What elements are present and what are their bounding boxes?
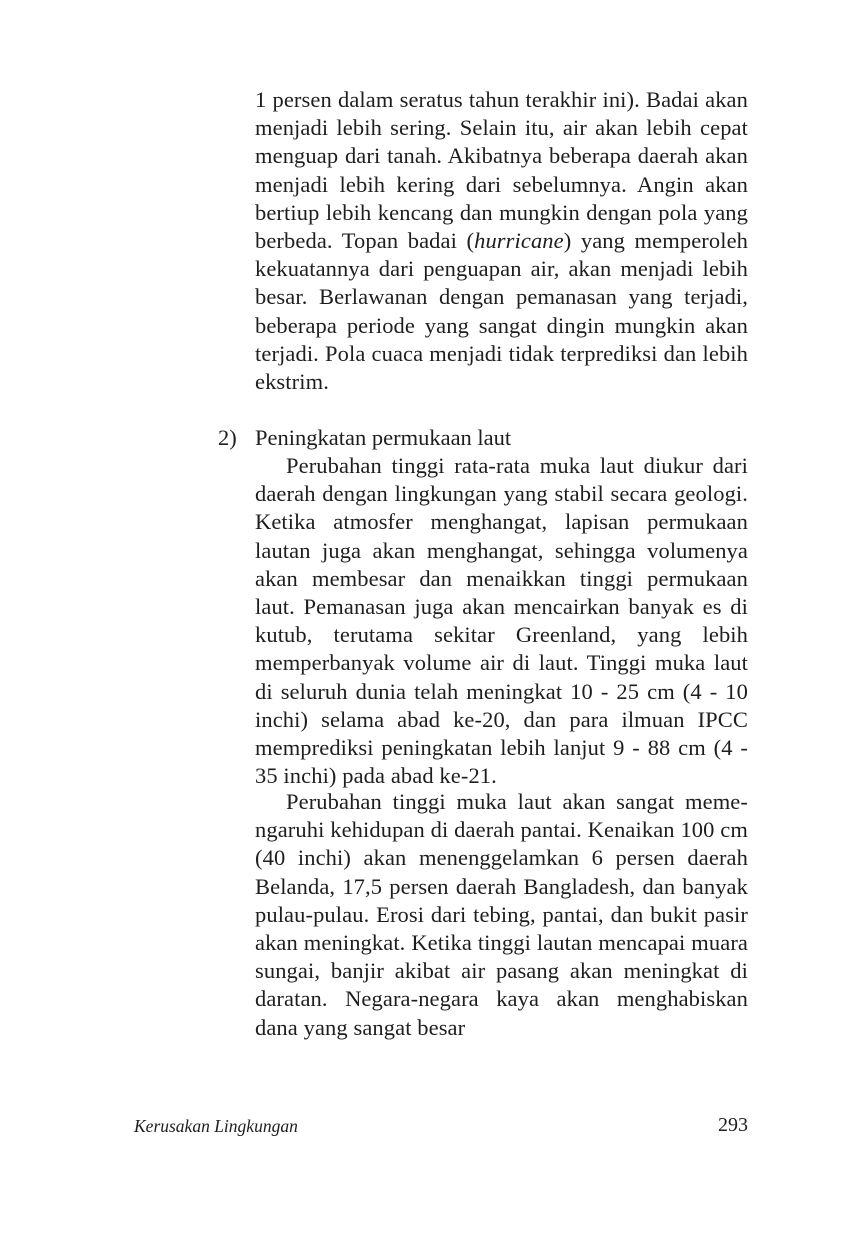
- paragraph-text: [255, 86, 748, 396]
- paragraph-coastal-impact: [255, 788, 748, 1042]
- text-before-italic: 1 persen dalam seratus tahun terakhir ini). Badai akan menjadi lebih sering. Selain itu, air akan lebih cepat menguap dari tanah. Akibatnya beberapa daerah akan menjadi lebih kering dari sebelumnya. Angin akan bertiup lebih kencang dan mungkin dengan pola yang berbeda. Topan badai (: [255, 87, 748, 254]
- text-after-italic: ) yang memperoleh kekuatannya dari penguapan air, akan menjadi lebih besar. Berlawanan dengan pemanasan yang terjadi, beberapa periode yang sangat dingin mungkin akan terjadi. Pola cuaca menjadi tidak terprediksi dan lebih ekstrim.: [255, 228, 749, 395]
- paragraph-climate-effects: [255, 86, 748, 396]
- section-heading: Peningkatan permukaan laut: [255, 425, 512, 450]
- italic-term: hurricane: [474, 228, 564, 254]
- running-title: Kerusakan Lingkungan: [134, 1116, 298, 1136]
- page-number: 293: [718, 1114, 748, 1136]
- paragraph-text: Perubahan tinggi rata-rata muka laut diukur dari daerah dengan lingkungan yang stabil secara geologi. Ketika atmosfer menghangat, lapisan permukaan lautan juga akan menghangat, sehingga volumenya akan membesar dan menaikkan tinggi permukaan laut. Pemanasan juga akan mencairkan banyak es di kutub, terutama sekitar Greenland, yang lebih memperbanyak volume air di laut. Tinggi muka laut di seluruh dunia telah meningkat 10 - 25 cm (4 - 10 inchi) selama abad ke-20, dan para ilmuan IPCC memprediksi peningkatan lebih lanjut 9 - 88 cm (4 - 35 inchi) pada abad ke-21.: [255, 453, 748, 789]
- section-number: 2): [218, 425, 237, 450]
- paragraph-text: Perubahan tinggi muka laut akan sangat meme-ngaruhi kehidupan di daerah pantai. Kenaikan 100 cm (40 inchi) akan menenggelamkan 6 persen daerah Belanda, 17,5 persen daerah Bangladesh, dan banyak pulau-pulau. Erosi dari tebing, pantai, dan bukit pasir akan meningkat. Ketika tinggi lautan mencapai muara sungai, banjir akibat air pasang akan meningkat di daratan. Negara-negara kaya akan menghabiskan dana yang sangat besar: [255, 789, 748, 1040]
- paragraph-sea-level-rise: [255, 452, 748, 790]
